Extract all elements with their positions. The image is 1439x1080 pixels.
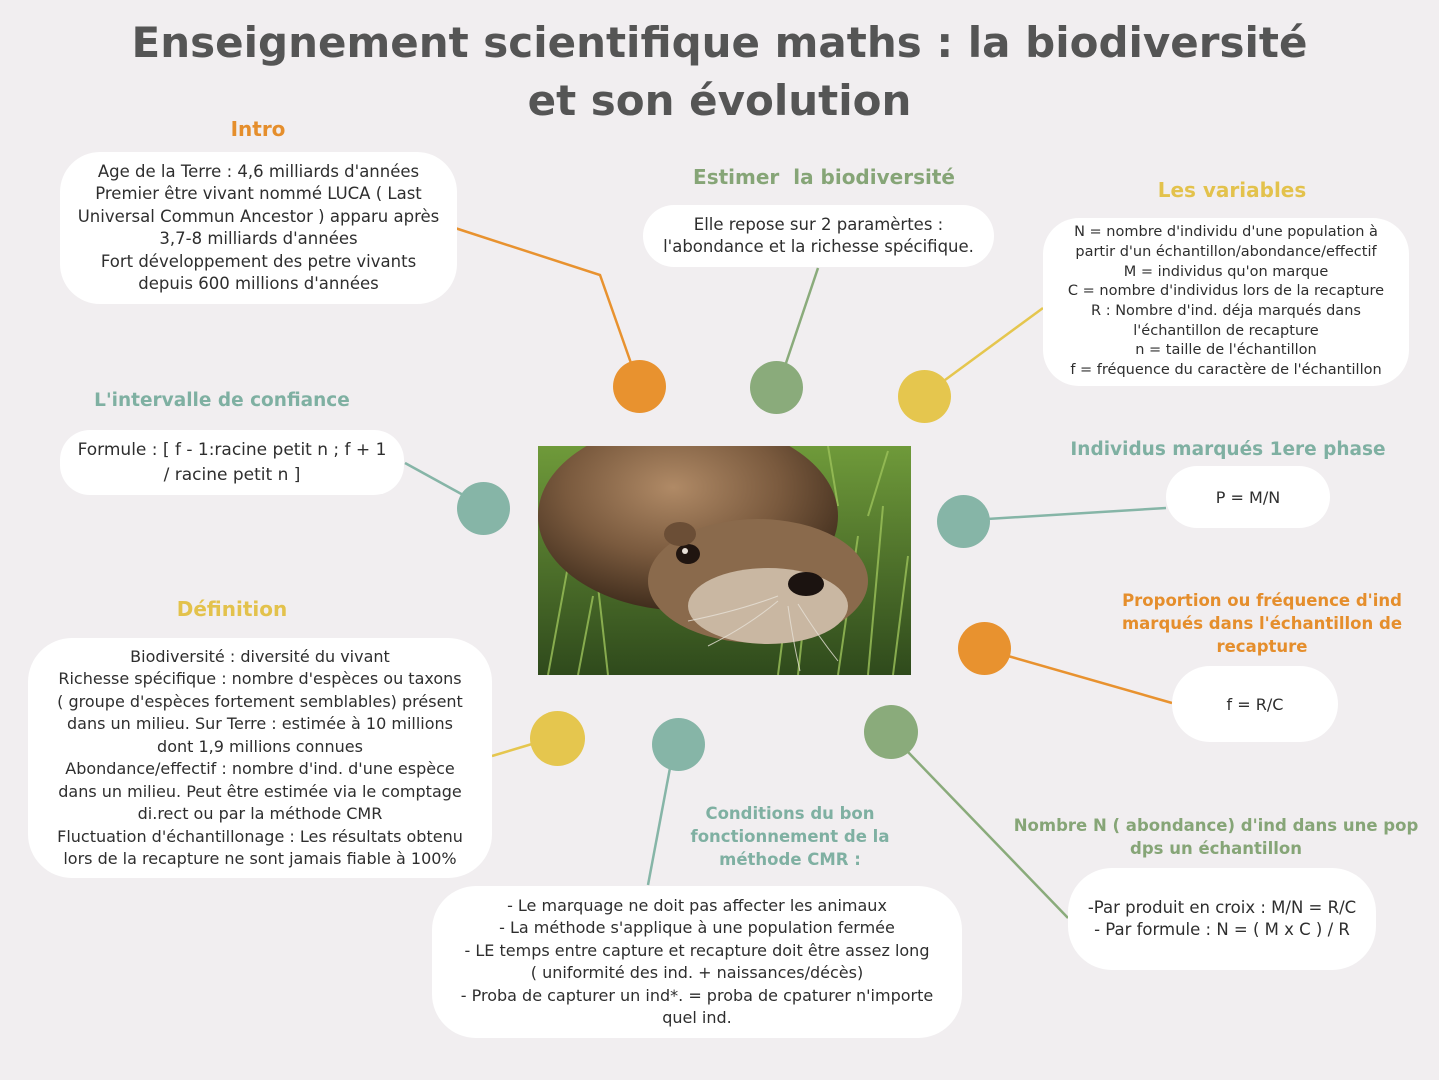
definition-line: lors de la recapture ne sont jamais fiable à 100%: [63, 849, 457, 868]
conditions-line: - Le marquage ne doit pas affecter les animaux: [507, 895, 887, 915]
definition-line: Biodiversité : diversité du vivant: [130, 646, 390, 666]
proportion-heading-line: recapture: [1216, 637, 1308, 656]
otter-photo-art: [538, 446, 911, 675]
proportion-heading-line: Proportion ou fréquence d'ind: [1122, 591, 1402, 610]
variables-line: N = nombre d'individu d'une population à: [1074, 224, 1378, 241]
dot-intervalle: [457, 482, 510, 535]
dot-estimer: [750, 361, 803, 414]
dot-variables: [898, 370, 951, 423]
dot-individus: [937, 495, 990, 548]
connector-variables: [945, 308, 1043, 380]
definition-heading: Définition: [176, 597, 288, 621]
intro-line: 3,7-8 milliards d'années: [159, 229, 358, 248]
intro-line: Fort développement des petre vivants: [100, 251, 417, 271]
nombre-heading: [1008, 814, 1424, 860]
conditions-heading-line: Conditions du bon: [705, 804, 875, 823]
page-title-line-2: et son évolution: [527, 76, 912, 125]
connector-intervalle: [405, 463, 465, 496]
individus-heading: Individus marqués 1ere phase: [1070, 439, 1386, 460]
nombre-box: [1068, 868, 1376, 970]
conditions-heading: [660, 802, 920, 871]
proportion-heading: [1112, 589, 1412, 658]
dot-intro: [613, 360, 666, 413]
conditions-line: ( uniformité des ind. + naissances/décès): [530, 963, 864, 982]
variables-line: n = taille de l'échantillon: [1135, 342, 1317, 359]
conditions-line: - Proba de capturer un ind*. = proba de cpaturer n'importe: [460, 985, 934, 1005]
dot-nombre: [864, 705, 918, 759]
otter-photo: [538, 446, 911, 675]
variables-heading: Les variables: [1157, 178, 1307, 202]
intervalle-box: [60, 430, 404, 495]
nombre-line: - Par formule : N = ( M x C ) / R: [1094, 920, 1350, 939]
definition-line: Richesse spécifique : nombre d'espèces ou taxons: [58, 669, 462, 688]
conditions-line: quel ind.: [662, 1008, 732, 1027]
conditions-box: [432, 886, 962, 1038]
intro-line: Universal Commun Ancestor ) apparu après: [77, 206, 440, 226]
definition-line: Abondance/effectif : nombre d'ind. d'une espèce: [65, 759, 455, 778]
variables-line: f = fréquence du caractère de l'échantillon: [1070, 362, 1382, 379]
intervalle-line: Formule : [ f - 1:racine petit n ; f + 1: [77, 439, 387, 460]
intervalle-line: / racine petit n ]: [163, 464, 301, 485]
proportion-heading-line: marqués dans l'échantillon de: [1121, 614, 1403, 633]
proportion-formula: f = R/C: [1226, 694, 1284, 714]
dot-definition: [530, 711, 585, 766]
variables-line: C = nombre d'individus lors de la recapture: [1067, 283, 1385, 300]
definition-line: Fluctuation d'échantillonage : Les résultats obtenu: [57, 826, 463, 846]
estimer-line: l'abondance et la richesse spécifique.: [663, 237, 974, 256]
individus-formula: P = M/N: [1215, 487, 1281, 507]
nombre-line: -Par produit en croix : M/N = R/C: [1087, 897, 1357, 917]
intro-line: Age de la Terre : 4,6 milliards d'années: [97, 161, 420, 181]
variables-box: [1043, 218, 1409, 386]
nombre-heading-line: Nombre N ( abondance) d'ind dans une pop: [1013, 816, 1419, 835]
intro-box: [60, 152, 457, 304]
variables-line: M = individus qu'on marque: [1123, 263, 1329, 280]
proportion-box: [1172, 666, 1338, 742]
definition-line: dans un milieu. Sur Terre : estimée à 10 millions: [67, 714, 453, 733]
definition-box: [28, 638, 492, 878]
conditions-heading-line: fonctionnement de la: [690, 827, 890, 846]
definition-line: dans un milieu. Peut être estimée via le comptage: [58, 781, 462, 801]
nombre-heading-line: dps un échantillon: [1130, 839, 1302, 858]
connector-definition: [492, 744, 532, 756]
intro-line: depuis 600 millions d'années: [138, 274, 379, 293]
page-title-line-1: Enseignement scientifique maths : la biodiversité: [131, 18, 1308, 67]
estimer-line: Elle repose sur 2 paramèrtes :: [693, 214, 944, 234]
intro-line: Premier être vivant nommé LUCA ( Last: [95, 184, 422, 203]
individus-box: [1166, 466, 1330, 528]
conditions-line: - La méthode s'applique à une population fermée: [499, 918, 895, 937]
connector-individus: [987, 508, 1166, 519]
conditions-heading-line: méthode CMR :: [719, 850, 861, 869]
dot-conditions: [652, 718, 705, 771]
intervalle-heading: L'intervalle de confiance: [94, 390, 350, 411]
definition-line: di.rect ou par la méthode CMR: [137, 804, 383, 823]
variables-line: l'échantillon de recapture: [1133, 322, 1319, 339]
connector-proportion: [1008, 656, 1172, 703]
estimer-heading: Estimer la biodiversité: [693, 165, 955, 189]
variables-line: R : Nombre d'ind. déja marqués dans: [1091, 303, 1361, 319]
definition-line: ( groupe d'espèces fortement semblables) présent: [57, 691, 463, 711]
conditions-line: - LE temps entre capture et recapture doit être assez long: [464, 940, 930, 960]
connector-estimer: [785, 268, 818, 366]
definition-line: dont 1,9 millions connues: [157, 736, 363, 756]
dot-proportion: [958, 622, 1011, 675]
variables-line: partir d'un échantillon/abondance/effectif: [1075, 243, 1377, 260]
page-title: [0, 14, 1439, 130]
intro-heading: Intro: [230, 117, 286, 141]
estimer-box: [643, 205, 994, 267]
connector-intro: [455, 228, 632, 366]
